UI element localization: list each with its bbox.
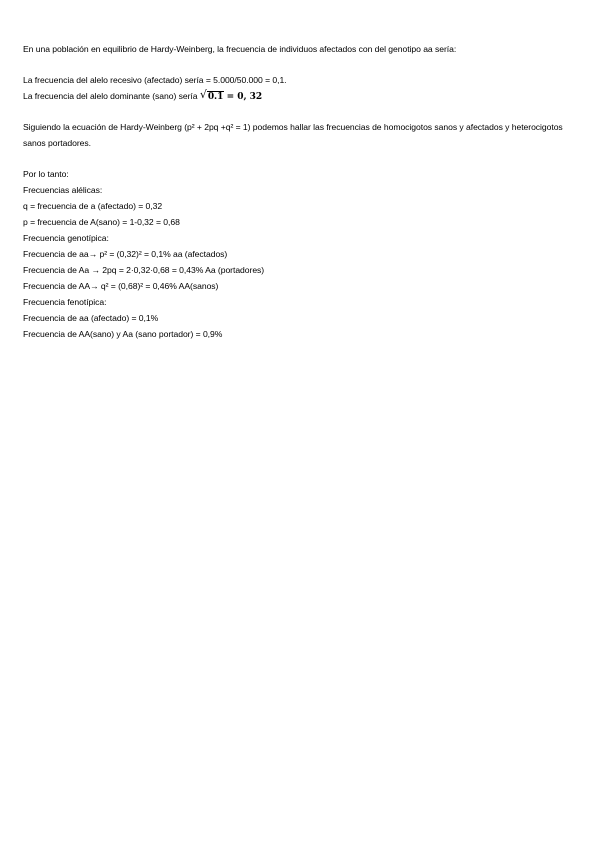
recessive-allele-frequency: La frecuencia del alelo recesivo (afectado) sería = 5.000/50.000 = 0,1. xyxy=(23,75,287,85)
square-root-radicand: 0.1 xyxy=(207,92,224,102)
AA-genotype-line: Frecuencia de AA→ q² = (0,68)² = 0,46% AA(sanos) xyxy=(23,281,219,291)
phenotypic-frequency-heading: Frecuencia fenotípica: xyxy=(23,297,107,307)
genotypic-frequency-heading: Frecuencia genotípica: xyxy=(23,233,109,243)
p-frequency-line: p = frecuencia de A(sano) = 1-0,32 = 0,68 xyxy=(23,217,180,227)
dominant-allele-frequency xyxy=(23,88,563,104)
square-root-expression xyxy=(200,89,225,105)
aa-genotype-line: Frecuencia de aa→ p² = (0,32)² = 0,1% aa (afectados) xyxy=(23,249,228,259)
allelic-frequencies-heading: Frecuencias alélicas: xyxy=(23,185,103,195)
q-frequency-line: q = frecuencia de a (afectado) = 0,32 xyxy=(23,201,163,211)
radical-sign-icon: √ xyxy=(199,88,207,101)
document-body xyxy=(23,41,563,342)
dominant-allele-result: = 0, 32 xyxy=(226,92,263,102)
por-lo-tanto-label: Por lo tanto: xyxy=(23,169,69,179)
affected-phenotype-line: Frecuencia de aa (afectado) = 0,1% xyxy=(23,313,159,323)
intro-paragraph: En una población en equilibrio de Hardy-Weinberg, la frecuencia de individuos afectados con del genotipo aa sería: xyxy=(23,44,457,54)
hardy-weinberg-paragraph: Siguiendo la ecuación de Hardy-Weinberg (p² + 2pq +q² = 1) podemos hallar las frecuencias de homocigotos sanos y afectados y heterocigotos sanos portadores. xyxy=(23,122,563,148)
Aa-genotype-line: Frecuencia de Aa → 2pq = 2·0,32·0,68 = 0,43% Aa (portadores) xyxy=(23,265,265,275)
healthy-phenotype-line: Frecuencia de AA(sano) y Aa (sano portador) = 0,9% xyxy=(23,329,223,339)
dominant-allele-label: La frecuencia del alelo dominante (sano) sería xyxy=(23,91,198,101)
